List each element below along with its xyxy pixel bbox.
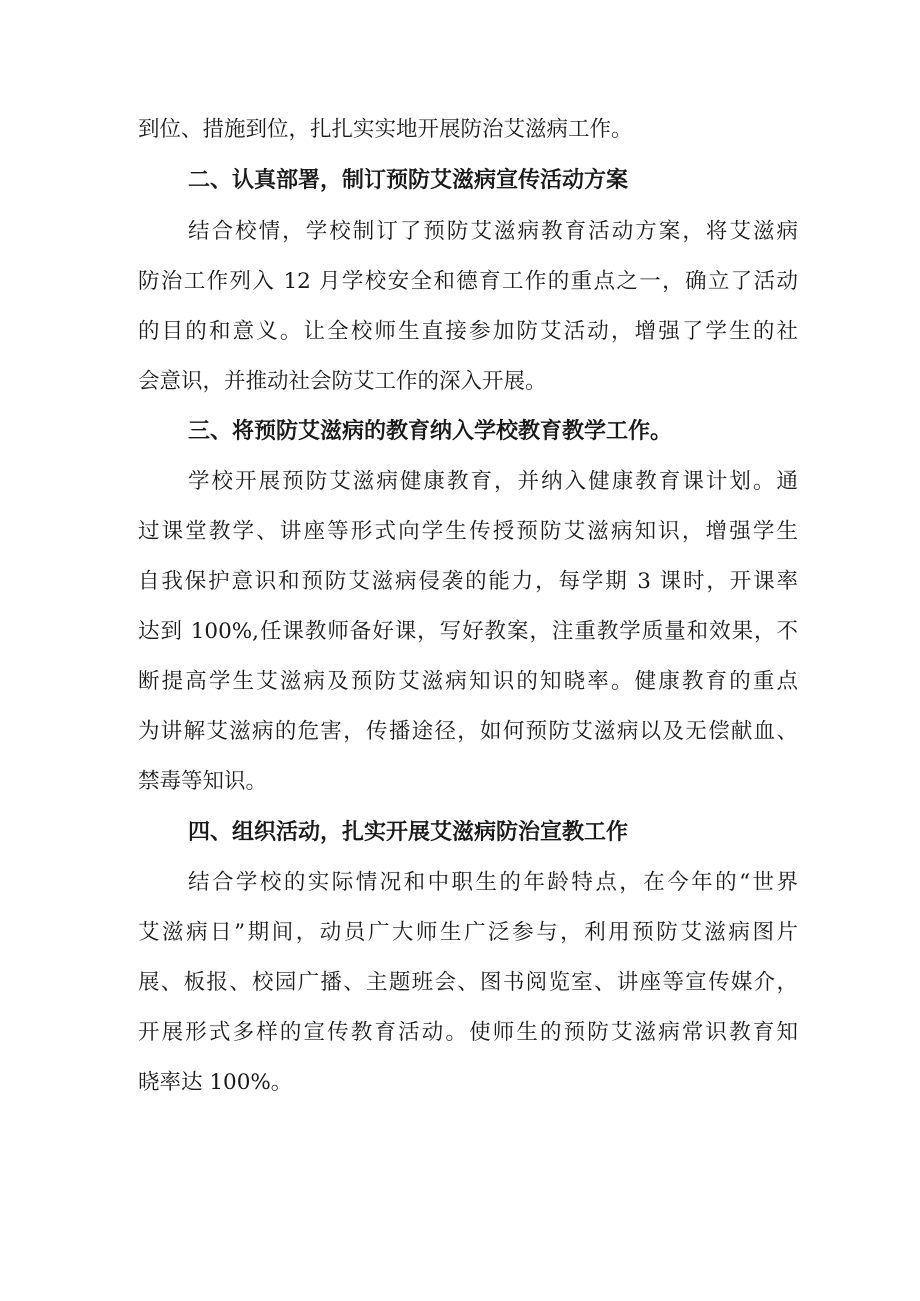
paragraph-line: 自我保护意识和预防艾滋病侵袭的能力，每学期 3 课时，开课率 xyxy=(138,569,798,594)
paragraph-line: 为讲解艾滋病的危害，传播途径，如何预防艾滋病以及无偿献血、 xyxy=(138,719,798,744)
paragraph-line: 防治工作列入 12 月学校安全和德育工作的重点之一，确立了活动 xyxy=(138,269,798,294)
paragraph-line: 到位、措施到位，扎扎实实地开展防治艾滋病工作。 xyxy=(138,117,633,142)
paragraph-line: 结合校情，学校制订了预防艾滋病教育活动方案，将艾滋病 xyxy=(188,219,798,244)
paragraph-line: 艾滋病日”期间，动员广大师生广泛参与，利用预防艾滋病图片 xyxy=(138,920,798,945)
paragraph-line: 开展形式多样的宣传教育活动。使师生的预防艾滋病常识教育知 xyxy=(138,1020,798,1045)
paragraph-line: 达到 100%,任课教师备好课，写好教案，注重教学质量和效果，不 xyxy=(138,619,798,644)
section-heading-3: 三、将预防艾滋病的教育纳入学校教育教学工作。 xyxy=(188,419,673,444)
section-heading-2: 二、认真部署，制订预防艾滋病宣传活动方案 xyxy=(188,168,629,193)
paragraph-line: 的目的和意义。让全校师生直接参加防艾活动，增强了学生的社 xyxy=(138,319,798,344)
paragraph-line: 断提高学生艾滋病及预防艾滋病知识的知晓率。健康教育的重点 xyxy=(138,669,798,694)
paragraph-line: 学校开展预防艾滋病健康教育，并纳入健康教育课计划。通 xyxy=(188,469,798,494)
paragraph-line: 展、板报、校园广播、主题班会、图书阅览室、讲座等宣传媒介， xyxy=(138,970,798,995)
paragraph-line: 禁毒等知识。 xyxy=(138,769,268,794)
paragraph-line: 结合学校的实际情况和中职生的年龄特点，在今年的“世界 xyxy=(188,870,798,895)
section-heading-4: 四、组织活动，扎实开展艾滋病防治宣教工作 xyxy=(188,820,629,845)
paragraph-line: 会意识，并推动社会防艾工作的深入开展。 xyxy=(138,369,547,394)
paragraph-line: 晓率达 100%。 xyxy=(138,1070,293,1095)
paragraph-line: 过课堂教学、讲座等形式向学生传授预防艾滋病知识，增强学生 xyxy=(138,519,798,544)
